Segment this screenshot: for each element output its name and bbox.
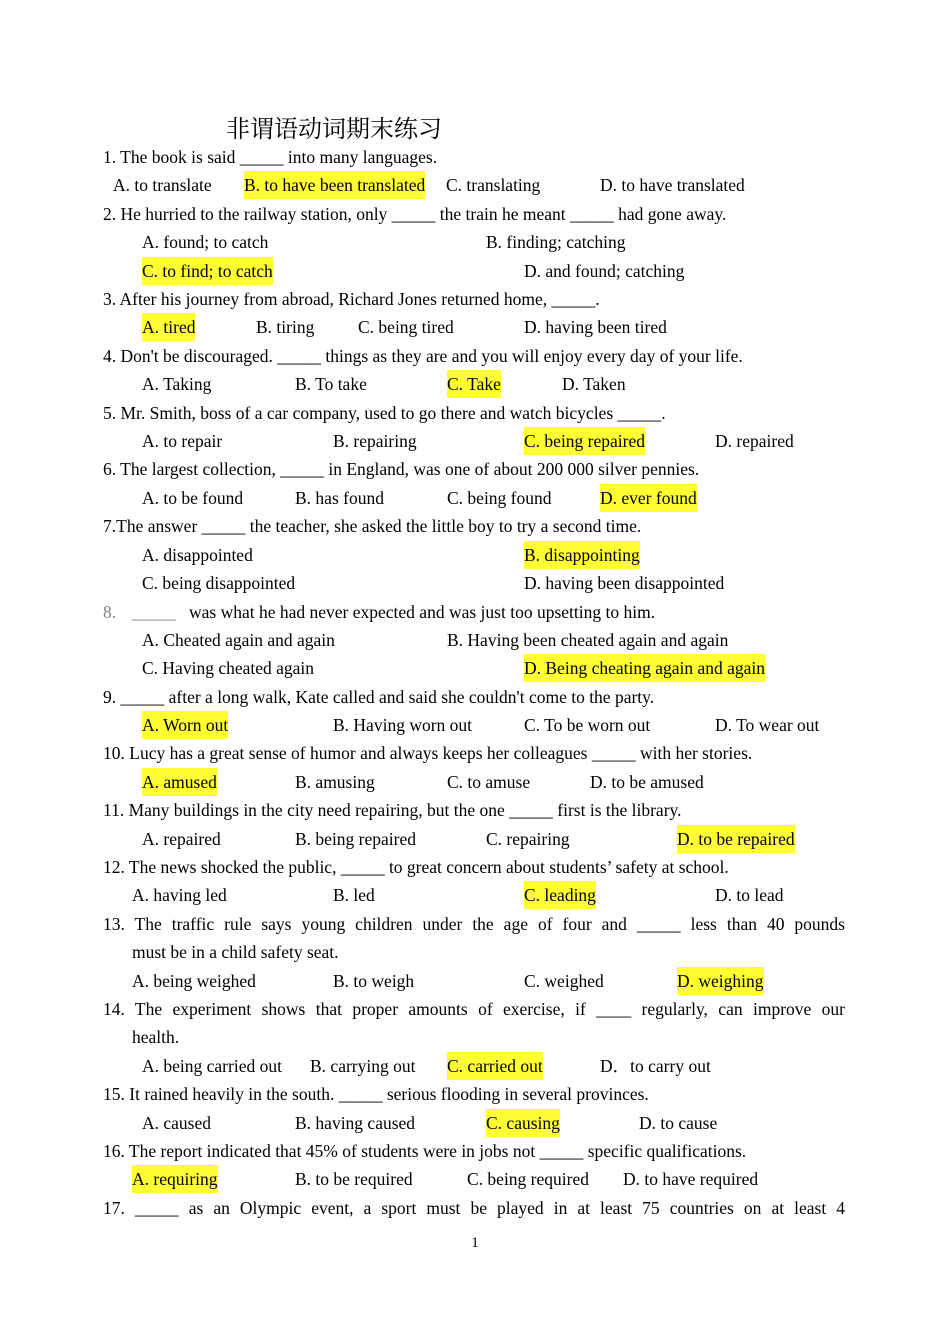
option-a: A. repaired <box>142 829 221 849</box>
option-b-answer: B. to have been translated <box>244 171 425 199</box>
question-5-stem: 5. Mr. Smith, boss of a car company, used to go there and watch bicycles _____. <box>103 403 666 423</box>
question-14-options <box>0 1052 950 1080</box>
option-a: A. disappointed <box>142 545 253 565</box>
question-7-options-row1 <box>0 541 950 569</box>
question-16-options <box>0 1165 950 1193</box>
question-13-stem-continued: must be in a child safety seat. <box>132 942 339 962</box>
option-c-answer: C. causing <box>486 1109 560 1137</box>
option-d: D. and found; catching <box>524 261 685 281</box>
option-c: C. translating <box>446 175 541 195</box>
option-c: C. Having cheated again <box>142 658 315 678</box>
option-c: C. being required <box>467 1169 589 1189</box>
option-b-answer: B. disappointing <box>524 541 640 569</box>
option-c: C. to amuse <box>447 772 531 792</box>
question-4-stem: 4. Don't be discouraged. _____ things as they are and you will enjoy every day of your life. <box>103 346 743 366</box>
option-b: B. to weigh <box>333 971 415 991</box>
option-b: B. has found <box>295 488 384 508</box>
option-d: D. having been disappointed <box>524 573 725 593</box>
option-c-answer: C. Take <box>447 370 501 398</box>
option-d: D. having been tired <box>524 317 667 337</box>
option-a: A. Taking <box>142 374 212 394</box>
option-d: D. To wear out <box>715 715 820 735</box>
question-8-options-row2 <box>0 654 950 682</box>
question-6-stem: 6. The largest collection, _____ in England, was one of about 200 000 silver pennies. <box>103 459 700 479</box>
question-13-stem: 13. The traffic rule says young children under the age of four and _____ less than 40 pounds <box>103 914 845 934</box>
option-d: D. to cause <box>639 1113 718 1133</box>
page-title: 非谓语动词期末练习 <box>226 115 442 143</box>
question-2-options-row1 <box>0 228 950 256</box>
option-d-answer: D. weighing <box>677 967 764 995</box>
option-b: B. having caused <box>295 1113 416 1133</box>
question-9-stem: 9. _____ after a long walk, Kate called and said she couldn't come to the party. <box>103 687 655 707</box>
option-a: A. to be found <box>142 488 244 508</box>
option-c-answer: C. leading <box>524 881 596 909</box>
question-9-options <box>0 711 950 739</box>
option-a: A. Cheated again and again <box>142 630 335 650</box>
option-c: C. weighed <box>524 971 604 991</box>
question-11-stem: 11. Many buildings in the city need repairing, but the one _____ first is the library. <box>103 800 682 820</box>
option-d: D. to have translated <box>600 175 745 195</box>
option-c-answer: C. being repaired <box>524 427 645 455</box>
option-b: B. repairing <box>333 431 417 451</box>
option-d: D. repaired <box>715 431 794 451</box>
option-a: A. having led <box>132 885 227 905</box>
option-a: A. being weighed <box>132 971 256 991</box>
question-13-options <box>0 967 950 995</box>
question-10-stem: 10. Lucy has a great sense of humor and always keeps her colleagues _____ with her stories. <box>103 743 753 763</box>
option-a: A. to translate <box>113 175 212 195</box>
question-12-options <box>0 881 950 909</box>
option-d-answer: D. ever found <box>600 484 697 512</box>
option-d-answer: D. to be repaired <box>677 825 795 853</box>
option-c-answer: C. carried out <box>447 1052 543 1080</box>
question-8-options-row1 <box>0 626 950 654</box>
question-8-stem: 8. _____ was what he had never expected and was just too upsetting to him. <box>0 598 950 626</box>
question-8-number: 8. <box>103 602 117 622</box>
question-4-options <box>0 370 950 398</box>
question-12-stem: 12. The news shocked the public, _____ to great concern about students’ safety at school. <box>103 857 729 877</box>
option-b: B. To take <box>295 374 367 394</box>
question-3-options <box>0 313 950 341</box>
option-a-answer: A. requiring <box>132 1165 218 1193</box>
question-14-stem: 14. The experiment shows that proper amounts of exercise, if ____ regularly, can improve our <box>103 999 845 1019</box>
option-c: C. being tired <box>358 317 454 337</box>
question-6-options <box>0 484 950 512</box>
option-a-answer: A. Worn out <box>142 711 228 739</box>
question-17-stem: 17. _____ as an Olympic event, a sport must be played in at least 75 countries on at least 4 <box>103 1198 845 1218</box>
option-c: C. To be worn out <box>524 715 651 735</box>
option-a-answer: A. amused <box>142 768 217 796</box>
question-2-stem: 2. He hurried to the railway station, only _____ the train he meant _____ had gone away. <box>103 204 727 224</box>
option-c: C. being found <box>447 488 552 508</box>
option-a-answer: A. tired <box>142 313 195 341</box>
option-d: D. to lead <box>715 885 784 905</box>
question-14-stem-continued: health. <box>132 1027 180 1047</box>
option-b: B. led <box>333 885 375 905</box>
question-11-options <box>0 825 950 853</box>
option-b: B. Having worn out <box>333 715 473 735</box>
question-10-options <box>0 768 950 796</box>
question-7-stem: 7.The answer _____ the teacher, she asked the little boy to try a second time. <box>103 516 642 536</box>
option-d: D. to be amused <box>590 772 704 792</box>
option-c-answer: C. to find; to catch <box>142 257 273 285</box>
option-b: B. Having been cheated again and again <box>447 630 729 650</box>
option-a: A. caused <box>142 1113 212 1133</box>
question-1-options <box>0 171 950 199</box>
option-b: B. to be required <box>295 1169 413 1189</box>
option-a: A. to repair <box>142 431 223 451</box>
option-b: B. carrying out <box>310 1056 416 1076</box>
option-c: C. being disappointed <box>142 573 296 593</box>
option-d-answer: D. Being cheating again and again <box>524 654 765 682</box>
option-a: A. being carried out <box>142 1056 282 1076</box>
option-b: B. amusing <box>295 772 375 792</box>
option-d: D. to have required <box>623 1169 759 1189</box>
question-1-stem: 1. The book is said _____ into many languages. <box>103 147 438 167</box>
option-d: D. Taken <box>562 374 626 394</box>
question-2-options-row2 <box>0 257 950 285</box>
question-15-stem: 15. It rained heavily in the south. _____ serious flooding in several provinces. <box>103 1084 649 1104</box>
question-16-stem: 16. The report indicated that 45% of students were in jobs not _____ specific qualifications. <box>103 1141 747 1161</box>
page-number: 1 <box>471 1235 479 1251</box>
option-b: B. being repaired <box>295 829 416 849</box>
option-a: A. found; to catch <box>142 232 269 252</box>
question-7-options-row2 <box>0 569 950 597</box>
question-3-stem: 3. After his journey from abroad, Richard Jones returned home, _____. <box>103 289 600 309</box>
option-d: D．to carry out <box>600 1056 711 1076</box>
option-c: C. repairing <box>486 829 570 849</box>
question-5-options <box>0 427 950 455</box>
option-b: B. finding; catching <box>486 232 626 252</box>
option-b: B. tiring <box>256 317 315 337</box>
question-8-blank: _____ <box>132 602 176 622</box>
question-15-options <box>0 1109 950 1137</box>
